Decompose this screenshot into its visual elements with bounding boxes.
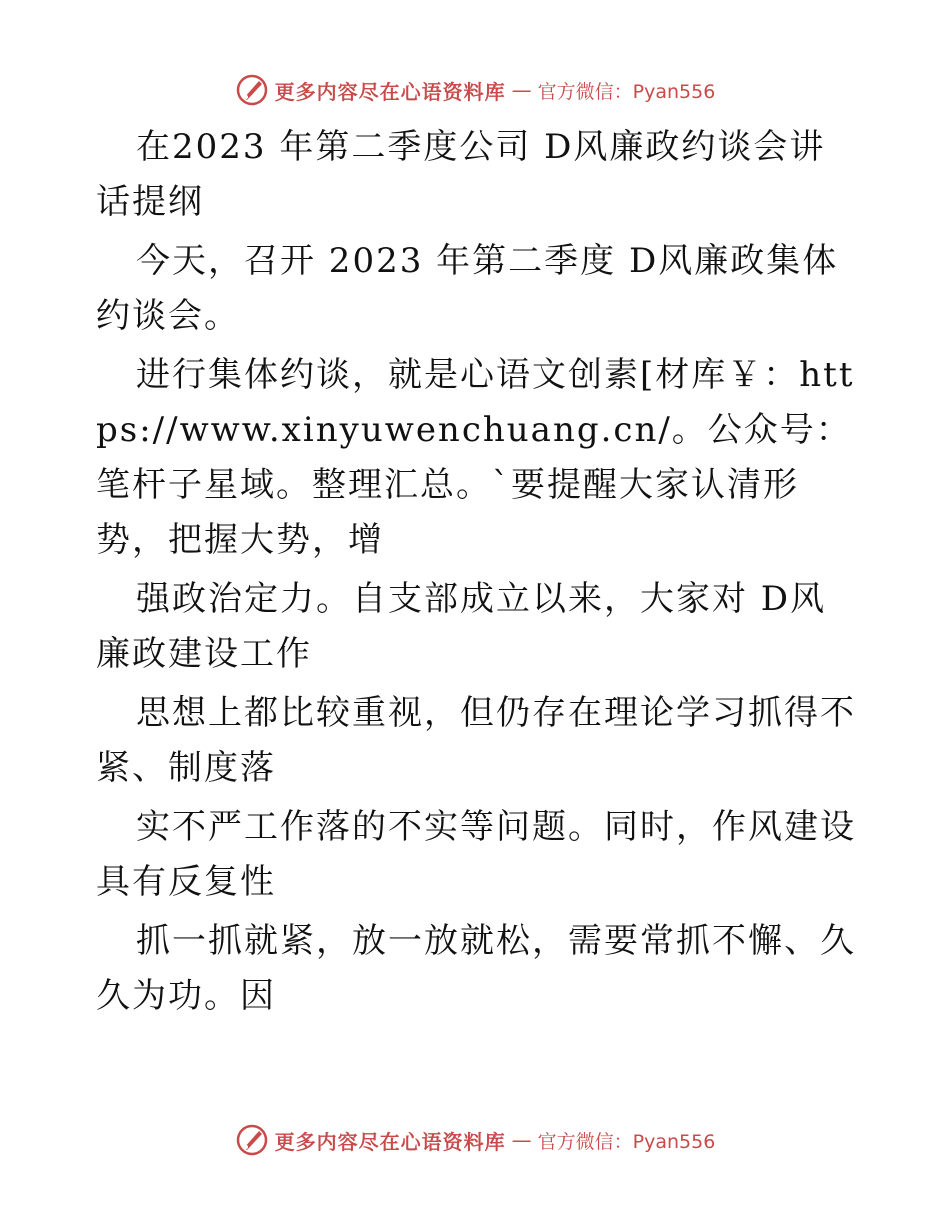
banner-separator: —	[511, 78, 532, 102]
banner-contact: 官方微信：Pyan556	[537, 1130, 716, 1153]
footer-banner	[0, 1120, 950, 1160]
paragraph: 今天，召开 2023 年第二季度 D风廉政集体约谈会。	[96, 241, 839, 336]
paragraph: 抓一抓就紧，放一放就松，需要常抓不懈、久久为功。因	[96, 921, 856, 1016]
banner-text: 更多内容尽在心语资料库	[274, 1129, 506, 1154]
pen-circle-logo-icon	[235, 1123, 269, 1157]
paragraph-title: 在2023 年第二季度公司 D风廉政约谈会讲话提纲	[96, 127, 826, 222]
banner-contact: 官方微信：Pyan556	[537, 80, 716, 103]
banner-text: 更多内容尽在心语资料库	[274, 79, 506, 104]
document-body	[96, 120, 856, 1028]
paragraph: 思想上都比较重视，但仍存在理论学习抓得不紧、制度落	[96, 693, 856, 788]
header-banner	[0, 70, 950, 110]
banner-separator: —	[511, 1128, 532, 1152]
paragraph: 强政治定力。自支部成立以来，大家对 D风廉政建设工作	[96, 579, 827, 674]
pen-circle-logo-icon	[235, 73, 269, 107]
paragraph: 进行集体约谈，就是心语文创素[材库￥：https://www.xinyuwenchuang.cn/。公众号：笔杆子星域。整理汇总。`要提醒大家认清形势，把握大势，增	[96, 355, 855, 560]
paragraph: 实不严工作落的不实等问题。同时，作风建设具有反复性	[96, 807, 856, 902]
